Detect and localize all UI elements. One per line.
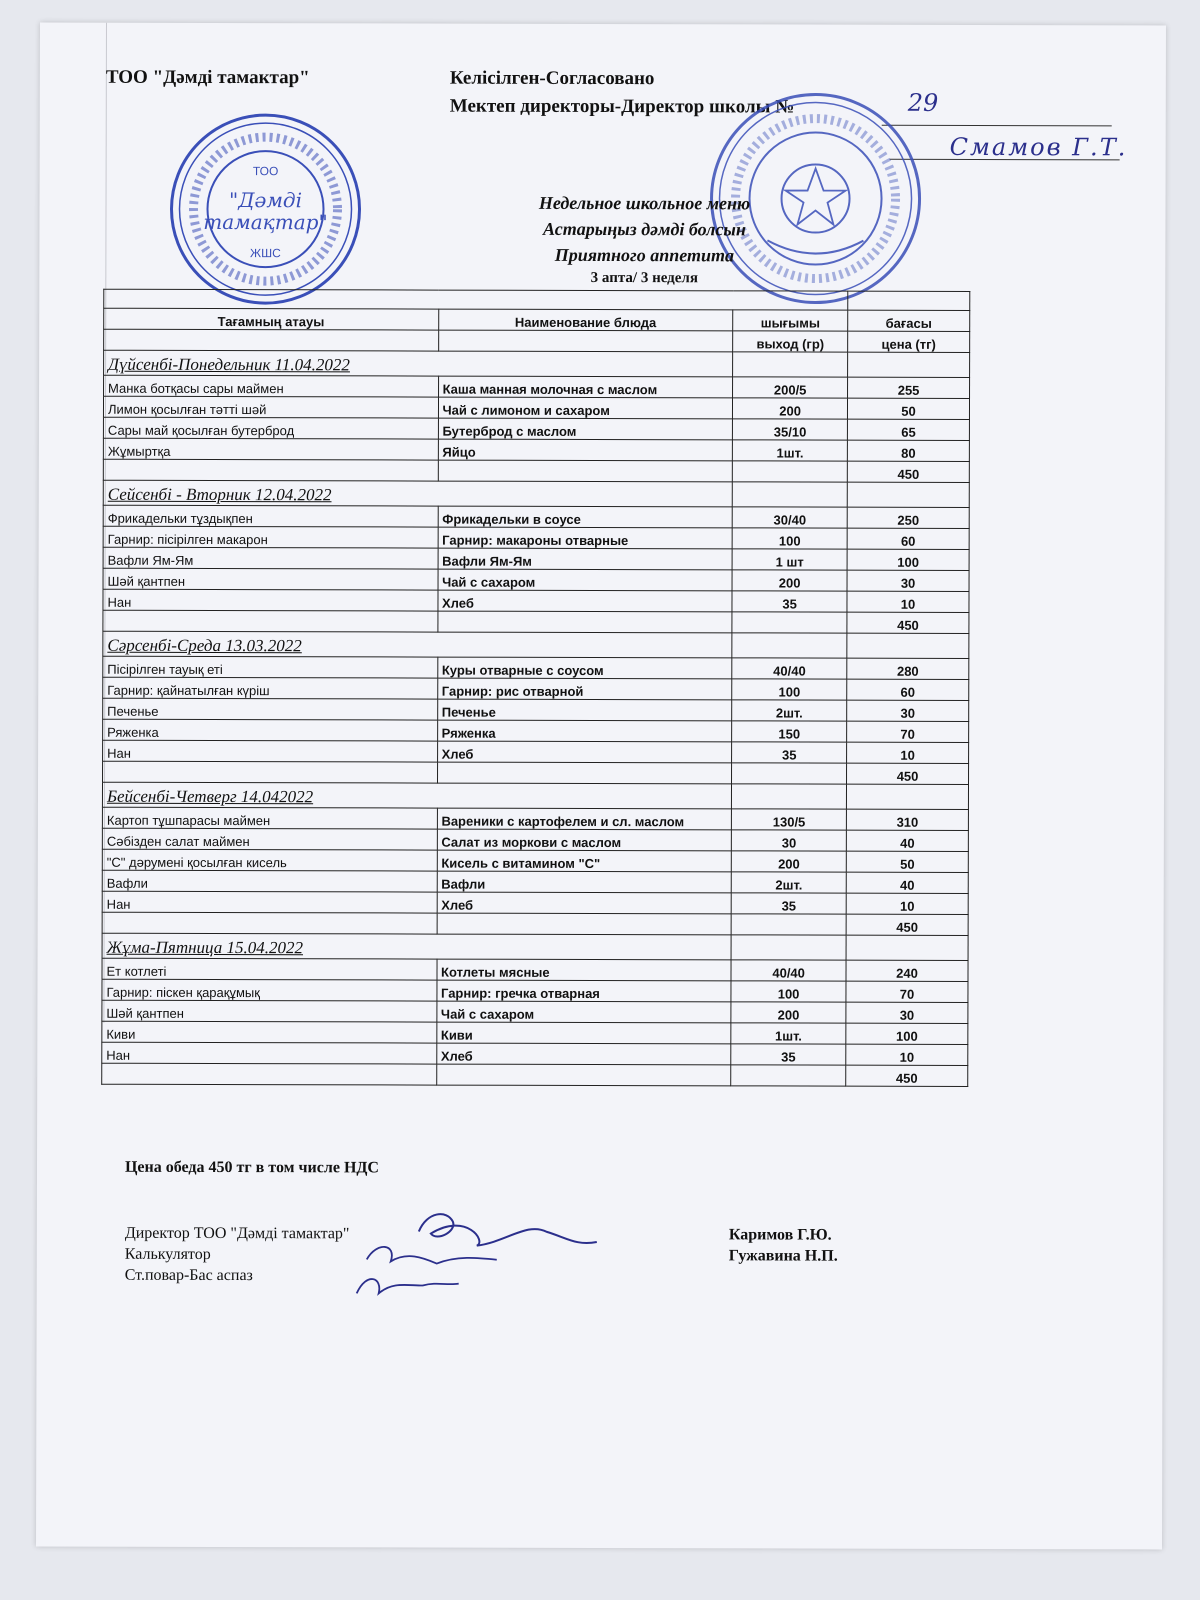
menu-title-bon-appetit: Приятного аппетита	[554, 244, 735, 266]
price-note: Цена обеда 450 тг в том числе НДС	[124, 1158, 380, 1177]
day-title: Дүйсенбі-Понедельник 11.04.2022	[104, 350, 733, 377]
dish-name-kz: Нан	[102, 1042, 437, 1064]
dish-name-ru: Хлеб	[438, 590, 733, 612]
day-total: 450	[847, 763, 969, 784]
header-yield-kz: шығымы	[733, 310, 848, 331]
svg-text:ЖШС: ЖШС	[250, 246, 281, 261]
dish-name-ru: Ряженка	[437, 720, 732, 742]
dish-yield: 200	[731, 851, 846, 872]
table-row	[102, 849, 968, 872]
dish-name-kz: Вафли	[102, 870, 437, 892]
dish-price: 40	[846, 872, 968, 893]
dish-yield: 100	[731, 981, 846, 1002]
dish-name-kz: Гарнир: пісірілген макарон	[103, 526, 438, 548]
role-chef: Ст.повар-Бас аспаз	[124, 1266, 253, 1285]
dish-name-kz: Ет котлеті	[102, 958, 437, 980]
table-row	[103, 396, 969, 419]
dish-name-ru: Чай с лимоном и сахаром	[438, 397, 733, 419]
table-row	[103, 547, 969, 570]
day-title: Бейсенбі-Четверг 14.042022	[102, 782, 731, 809]
dish-yield: 150	[732, 721, 847, 742]
role-director: Директор ТОО "Дәмді тамактар"	[124, 1224, 350, 1243]
table-row	[102, 1021, 968, 1044]
dish-price: 255	[848, 377, 970, 398]
document-sheet	[36, 23, 1166, 1550]
dish-yield: 200	[733, 398, 848, 419]
day-total-row	[103, 761, 969, 784]
table-row	[104, 375, 970, 398]
dish-name-kz: Манка ботқасы сары маймен	[104, 375, 439, 397]
menu-table	[101, 289, 970, 1087]
dish-yield: 35	[732, 742, 847, 763]
table-row	[102, 1042, 968, 1065]
dish-yield: 130/5	[732, 809, 847, 830]
dish-yield: 100	[732, 528, 847, 549]
dish-price: 50	[848, 398, 970, 419]
table-row	[102, 870, 968, 893]
dish-name-kz: Лимон қосылған тәтті шәй	[103, 396, 438, 418]
day-header-row	[104, 350, 970, 377]
dish-price: 50	[846, 851, 968, 872]
dish-yield: 100	[732, 679, 847, 700]
dish-price: 65	[848, 419, 970, 440]
dish-name-ru: Чай с сахаром	[436, 1001, 731, 1023]
dish-name-kz: Ряженка	[103, 719, 438, 741]
table-row	[102, 979, 968, 1002]
dish-name-kz: Печенье	[103, 698, 438, 720]
table-row	[103, 589, 969, 612]
dish-name-ru: Вафли	[437, 871, 732, 893]
menu-week: 3 апта/ 3 неделя	[590, 269, 698, 287]
table-row	[102, 958, 968, 981]
dish-name-ru: Салат из моркови с маслом	[437, 829, 732, 851]
handwritten-signatures-icon	[327, 1201, 627, 1312]
dish-yield: 35	[731, 893, 846, 914]
day-title: Сәрсенбі-Среда 13.03.2022	[103, 631, 732, 658]
svg-text:ТОО: ТОО	[252, 164, 279, 179]
dish-name-ru: Каша манная молочная с маслом	[438, 376, 733, 398]
header-price-ru: цена (тг)	[848, 331, 970, 352]
table-header-row-2	[104, 329, 970, 352]
table-row	[102, 828, 968, 851]
company-name: ТОО "Дәмді тамактар"	[105, 66, 310, 89]
dish-price: 240	[846, 960, 968, 981]
dish-name-kz: Фрикадельки тұздықпен	[103, 505, 438, 527]
dish-name-ru: Гарнир: гречка отварная	[436, 980, 731, 1002]
table-row	[103, 698, 969, 721]
header-name-ru: Наименование блюда	[438, 309, 733, 331]
table-row	[103, 677, 969, 700]
dish-name-ru: Хлеб	[437, 892, 732, 914]
dish-yield: 200/5	[733, 377, 848, 398]
header-name-kz: Тағамның атауы	[104, 308, 439, 330]
dish-name-ru: Яйцо	[438, 439, 733, 461]
dish-price: 60	[847, 679, 969, 700]
dish-name-ru: Киви	[436, 1022, 731, 1044]
table-header-row	[104, 308, 970, 331]
dish-yield: 1шт.	[731, 1023, 846, 1044]
dish-name-kz: Картоп тұшпарасы маймен	[102, 807, 437, 829]
agreed-label: Келісілген-Согласовано	[449, 67, 655, 90]
dish-name-kz: Гарнир: қайнатылған күріш	[103, 677, 438, 699]
dish-price: 100	[847, 549, 969, 570]
dish-yield: 2шт.	[732, 700, 847, 721]
day-total: 450	[847, 612, 969, 633]
dish-name-ru: Чай с сахаром	[438, 569, 733, 591]
dish-yield: 40/40	[732, 658, 847, 679]
dish-yield: 1шт.	[733, 440, 848, 461]
dish-price: 10	[846, 1044, 968, 1065]
dish-yield: 35	[731, 1044, 846, 1065]
dish-name-kz: Шәй қантпен	[102, 1000, 437, 1022]
signatory-names	[729, 1224, 838, 1266]
dish-name-kz: Шәй қантпен	[103, 568, 438, 590]
table-row	[103, 740, 969, 763]
dish-name-ru: Вареники с картофелем и сл. маслом	[437, 808, 732, 830]
day-total-row	[103, 610, 969, 633]
header-yield-ru: выход (гр)	[733, 331, 848, 352]
day-header-row	[103, 480, 969, 507]
header-price-kz: бағасы	[848, 310, 970, 331]
dish-name-ru: Кисель с витамином "С"	[437, 850, 732, 872]
dish-name-ru: Куры отварные с соусом	[437, 657, 732, 679]
table-row	[103, 438, 969, 461]
table-row	[102, 891, 968, 914]
dish-name-ru: Котлеты мясные	[437, 959, 732, 981]
dish-price: 280	[847, 658, 969, 679]
svg-text:тамақтар": тамақтар"	[203, 209, 328, 235]
dish-name-kz: Сәбізден салат маймен	[102, 828, 437, 850]
dish-name-kz: Жұмыртқа	[103, 438, 438, 460]
dish-name-kz: Нан	[103, 589, 438, 611]
table-row	[103, 719, 969, 742]
dish-price: 40	[846, 830, 968, 851]
day-total: 450	[846, 914, 968, 935]
dish-name-kz: "С" дәрумені қосылған кисель	[102, 849, 437, 871]
table-top-row	[104, 289, 970, 310]
day-total-row	[102, 1063, 968, 1086]
dish-price: 310	[846, 809, 968, 830]
dish-name-ru: Бутерброд с маслом	[438, 418, 733, 440]
school-number-handwritten: 29	[907, 88, 939, 117]
signatory-roles	[125, 1223, 350, 1287]
dish-name-kz: Пісірілген тауық еті	[103, 656, 438, 678]
dish-name-ru: Фрикадельки в соусе	[438, 506, 733, 528]
dish-price: 30	[846, 1002, 968, 1023]
director-line: Мектеп директоры-Директор школы №	[449, 95, 795, 118]
day-total: 450	[846, 1065, 968, 1086]
day-total-row	[103, 459, 969, 482]
dish-name-ru: Вафли Ям-Ям	[438, 548, 733, 570]
dish-yield: 35/10	[733, 419, 848, 440]
dish-price: 60	[847, 528, 969, 549]
dish-name-kz: Киви	[102, 1021, 437, 1043]
menu-title	[479, 190, 809, 269]
dish-yield: 35	[732, 591, 847, 612]
dish-price: 70	[847, 721, 969, 742]
dish-price: 10	[846, 893, 968, 914]
dish-price: 10	[847, 742, 969, 763]
role-calculator: Калькулятор	[124, 1245, 211, 1263]
dish-yield: 40/40	[731, 960, 846, 981]
dish-price: 30	[847, 700, 969, 721]
dish-yield: 1 шт	[732, 549, 847, 570]
day-header-row	[102, 782, 968, 809]
dish-yield: 2шт.	[731, 872, 846, 893]
day-title: Жұма-Пятница 15.04.2022	[102, 933, 731, 960]
dish-name-ru: Хлеб	[437, 741, 732, 763]
table-row	[103, 656, 969, 679]
dish-name-kz: Сары май қосылған бутерброд	[103, 417, 438, 439]
svg-text:"Дәмді: "Дәмді	[229, 188, 303, 213]
table-row	[102, 807, 968, 830]
day-header-row	[103, 631, 969, 658]
day-total-row	[102, 912, 968, 935]
dish-price: 30	[847, 570, 969, 591]
dish-yield: 30	[732, 830, 847, 851]
dish-price: 70	[846, 981, 968, 1002]
dish-name-ru: Гарнир: рис отварной	[437, 678, 732, 700]
menu-title-kz: Астарыңыз дәмді болсын	[542, 218, 746, 240]
day-title: Сейсенбі - Вторник 12.04.2022	[103, 480, 732, 507]
name-director: Каримов Г.Ю.	[728, 1226, 832, 1244]
dish-price: 250	[847, 507, 969, 528]
dish-name-kz: Нан	[103, 740, 438, 762]
dish-yield: 200	[732, 570, 847, 591]
table-row	[103, 568, 969, 591]
director-signature-handwritten: Смамов Г.Т.	[949, 132, 1128, 162]
table-row	[102, 1000, 968, 1023]
dish-name-ru: Гарнир: макароны отварные	[438, 527, 733, 549]
dish-yield: 30/40	[732, 507, 847, 528]
dish-name-ru: Печенье	[437, 699, 732, 721]
dish-name-kz: Гарнир: піскен қарақұмық	[102, 979, 437, 1001]
day-header-row	[102, 933, 968, 960]
dish-name-kz: Нан	[102, 891, 437, 913]
dish-price: 10	[847, 591, 969, 612]
menu-title-ru: Недельное школьное меню	[538, 192, 751, 214]
dish-yield: 200	[731, 1002, 846, 1023]
company-stamp-icon	[165, 109, 366, 310]
dish-name-kz: Вафли Ям-Ям	[103, 547, 438, 569]
table-row	[103, 526, 969, 549]
table-row	[103, 505, 969, 528]
dish-price: 100	[846, 1023, 968, 1044]
day-total: 450	[847, 461, 969, 482]
dish-price: 80	[847, 440, 969, 461]
dish-name-ru: Хлеб	[436, 1043, 731, 1065]
table-row	[103, 417, 969, 440]
name-calculator: Гужавина Н.П.	[728, 1247, 838, 1265]
